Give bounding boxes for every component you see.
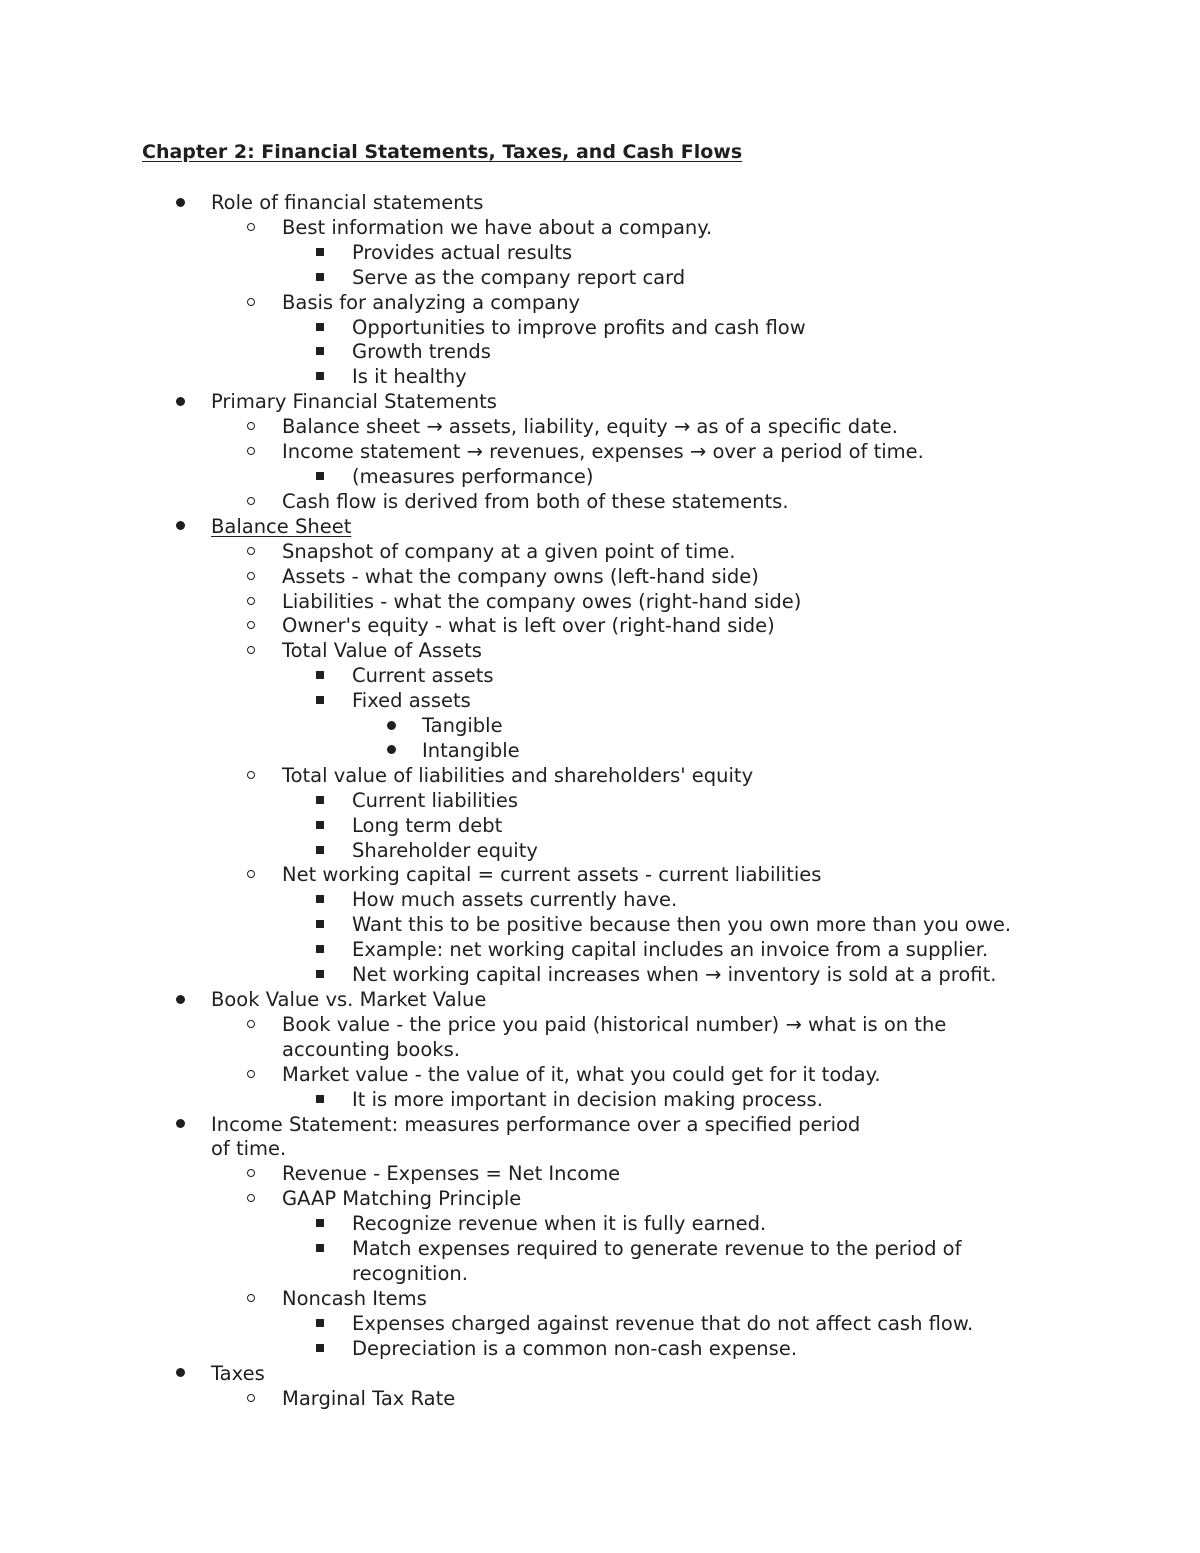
outline-item-level-2 [0,863,1200,888]
outline-item-text: Owner's equity - what is left over (right-hand side) [282,614,775,638]
outline-item-level-2 [0,415,1200,440]
outline-item-text: Is it healthy [352,365,467,389]
square-bullet-icon [316,472,324,480]
filled-bullet-icon [387,721,396,730]
square-bullet-icon [316,796,324,804]
outline-item-level-2 [0,540,1200,565]
square-bullet-icon [316,895,324,903]
outline-item-level-3 [0,814,1200,839]
hollow-bullet-icon [247,1194,255,1202]
outline-item-level-2 [0,291,1200,316]
square-bullet-icon [316,372,324,380]
hollow-bullet-icon [247,870,255,878]
outline-item-level-1 [0,515,1200,540]
outline-item-level-2 [0,639,1200,664]
outline-item-level-2 [0,216,1200,241]
hollow-bullet-icon [247,771,255,779]
outline-item-text: (measures performance) [352,464,594,488]
bullet-marker [316,1237,324,1262]
outline-item-text: Noncash Items [282,1286,427,1310]
outline-item-text: Book value - the price you paid (historical number) → what is on the accounting books. [282,1012,947,1061]
filled-bullet-icon [176,1368,185,1377]
bullet-marker [247,1063,255,1088]
square-bullet-icon [316,1319,324,1327]
square-bullet-icon [316,1244,324,1252]
square-bullet-icon [316,248,324,256]
bullet-marker [316,839,324,864]
bullet-marker [316,888,324,913]
outline-item-text: Book Value vs. Market Value [211,988,487,1011]
bullet-marker [247,291,255,316]
square-bullet-icon [316,696,324,704]
hollow-bullet-icon [247,223,255,231]
hollow-bullet-icon [247,497,255,505]
outline-item-level-2 [0,1387,1200,1412]
hollow-bullet-icon [247,1169,255,1177]
outline-item-level-3 [0,340,1200,365]
outline-item-level-3 [0,938,1200,963]
square-bullet-icon [316,1219,324,1227]
outline-item-text: Opportunities to improve profits and cash flow [352,315,806,339]
hollow-bullet-icon [247,646,255,654]
outline-item-level-2 [0,764,1200,789]
outline-item-text: Net working capital increases when → inventory is sold at a profit. [352,963,997,987]
hollow-bullet-icon [247,447,255,455]
outline-item-level-2 [0,614,1200,639]
bullet-marker [247,1287,255,1312]
bullet-marker [247,639,255,664]
hollow-bullet-icon [247,1294,255,1302]
outline-item-text: Snapshot of company at a given point of time. [282,539,736,563]
outline-item-text: Income Statement: measures performance over a specified period of time. [211,1112,861,1161]
outline-item-text: Primary Financial Statements [211,390,497,414]
filled-bullet-icon [176,397,185,406]
outline-item-text: Revenue - Expenses = Net Income [282,1162,621,1186]
outline-item-text: Intangible [422,738,520,762]
filled-bullet-icon [176,1119,185,1128]
outline-item-level-3 [0,1212,1200,1237]
outline-item-level-4 [0,739,1200,764]
hollow-bullet-icon [247,1020,255,1028]
outline-item-level-4 [0,714,1200,739]
hollow-bullet-icon [247,597,255,605]
bullet-marker [316,814,324,839]
outline-item-level-3 [0,241,1200,266]
bullet-marker [316,266,324,291]
outline-item-text: Recognize revenue when it is fully earned. [352,1212,767,1236]
outline-item-level-2 [0,1162,1200,1187]
outline-item-text: It is more important in decision making process. [352,1087,823,1111]
bullet-marker [247,1013,255,1038]
filled-bullet-icon [176,198,185,207]
bullet-marker [316,340,324,365]
outline-item-level-3 [0,789,1200,814]
outline-item-text: Current liabilities [352,788,519,812]
filled-bullet-icon [176,995,185,1004]
bulleted-outline [0,191,1200,1411]
hollow-bullet-icon [247,572,255,580]
outline-item-text: Balance sheet → assets, liability, equity → as of a specific date. [282,415,898,439]
outline-item-level-3 [0,963,1200,988]
bullet-marker [316,689,324,714]
outline-item-text: Best information we have about a company. [282,215,713,239]
outline-item-text: GAAP Matching Principle [282,1187,522,1211]
filled-bullet-icon [176,521,185,530]
bullet-marker [316,316,324,341]
outline-item-text: Market value - the value of it, what you could get for it today. [282,1062,881,1086]
outline-item-text: Balance Sheet [211,514,352,538]
bullet-marker [247,1387,255,1412]
outline-item-text: Match expenses required to generate revenue to the period of recognition. [352,1237,962,1285]
bullet-marker [316,938,324,963]
bullet-marker [387,739,396,764]
bullet-marker [247,565,255,590]
outline-item-text: Role of financial statements [211,191,484,214]
outline-item-level-2 [0,590,1200,615]
bullet-marker [316,241,324,266]
hollow-bullet-icon [247,1070,255,1078]
outline-item-level-1 [0,1113,1200,1163]
bullet-marker [316,1088,324,1113]
outline-item-text: Shareholder equity [352,838,538,862]
square-bullet-icon [316,671,324,679]
outline-item-level-1 [0,191,1200,216]
square-bullet-icon [316,273,324,281]
outline-item-text: Long term debt [352,813,503,837]
outline-item-level-2 [0,1063,1200,1088]
outline-item-text: Net working capital = current assets - current liabilities [282,863,822,887]
bullet-marker [247,764,255,789]
outline-item-text: Want this to be positive because then you own more than you owe. [352,913,1012,937]
bullet-marker [247,415,255,440]
outline-item-level-3 [0,913,1200,938]
outline-item-text: Cash flow is derived from both of these statements. [282,489,789,513]
outline-item-text: Total Value of Assets [282,639,482,663]
bullet-marker [247,863,255,888]
bullet-marker [247,590,255,615]
outline-item-level-3 [0,689,1200,714]
square-bullet-icon [316,1344,324,1352]
outline-item-text: Total value of liabilities and shareholders' equity [282,763,754,787]
outline-item-text: Taxes [211,1361,265,1385]
square-bullet-icon [316,821,324,829]
outline-item-level-1 [0,988,1200,1013]
outline-item-level-1 [0,1362,1200,1387]
bullet-marker [247,216,255,241]
bullet-marker [176,515,185,540]
bullet-marker [247,490,255,515]
hollow-bullet-icon [247,547,255,555]
bullet-marker [387,714,396,739]
hollow-bullet-icon [247,621,255,629]
bullet-marker [316,963,324,988]
hollow-bullet-icon [247,1394,255,1402]
bullet-marker [176,390,185,415]
square-bullet-icon [316,945,324,953]
outline-item-level-3 [0,664,1200,689]
outline-item-text: Growth trends [352,340,491,364]
bullet-marker [316,465,324,490]
bullet-marker [176,988,185,1013]
bullet-marker [247,540,255,565]
outline-item-text: Basis for analyzing a company [282,290,581,314]
bullet-marker [247,1162,255,1187]
bullet-marker [316,789,324,814]
outline-item-text: How much assets currently have. [352,888,678,912]
outline-item-level-2 [0,490,1200,515]
outline-item-text: Serve as the company report card [352,265,686,289]
outline-item-level-3 [0,365,1200,390]
bullet-marker [176,191,185,216]
outline-item-text: Assets - what the company owns (left-hand side) [282,564,759,588]
bullet-marker [247,614,255,639]
square-bullet-icon [316,920,324,928]
outline-item-text: Expenses charged against revenue that do not affect cash flow. [352,1311,974,1335]
bullet-marker [316,664,324,689]
square-bullet-icon [316,1095,324,1103]
square-bullet-icon [316,323,324,331]
outline-item-level-2 [0,1187,1200,1212]
square-bullet-icon [316,347,324,355]
hollow-bullet-icon [247,298,255,306]
bullet-marker [316,913,324,938]
outline-item-text: Tangible [422,714,503,738]
hollow-bullet-icon [247,422,255,430]
bullet-marker [247,1187,255,1212]
outline-item-text: Current assets [352,664,494,688]
outline-item-text: Provides actual results [352,240,573,264]
square-bullet-icon [316,970,324,978]
bullet-marker [316,1337,324,1362]
bullet-marker [176,1362,185,1387]
outline-item-level-1 [0,390,1200,415]
bullet-marker [247,440,255,465]
outline-item-level-2 [0,440,1200,465]
outline-item-text: Depreciation is a common non-cash expense. [352,1336,798,1360]
outline-item-level-3 [0,1237,1200,1287]
bullet-marker [176,1113,185,1138]
outline-item-level-3 [0,316,1200,341]
outline-item-text: Example: net working capital includes an invoice from a supplier. [352,938,989,962]
bullet-marker [316,1212,324,1237]
outline-item-level-3 [0,839,1200,864]
outline-item-level-3 [0,266,1200,291]
bullet-marker [316,365,324,390]
outline-item-level-3 [0,1088,1200,1113]
outline-item-text: Liabilities - what the company owes (right-hand side) [282,589,802,613]
outline-item-text: Marginal Tax Rate [282,1386,456,1410]
filled-bullet-icon [387,745,396,754]
outline-item-level-3 [0,1312,1200,1337]
square-bullet-icon [316,846,324,854]
outline-item-level-3 [0,1337,1200,1362]
outline-item-level-2 [0,565,1200,590]
outline-item-level-2 [0,1013,1200,1063]
outline-item-text: Fixed assets [352,689,471,713]
bullet-marker [316,1312,324,1337]
outline-item-level-3 [0,888,1200,913]
page-title: Chapter 2: Financial Statements, Taxes, and Cash Flows [142,141,743,163]
outline-item-level-3 [0,465,1200,490]
outline-item-text: Income statement → revenues, expenses → over a period of time. [282,440,924,464]
outline-item-level-2 [0,1287,1200,1312]
